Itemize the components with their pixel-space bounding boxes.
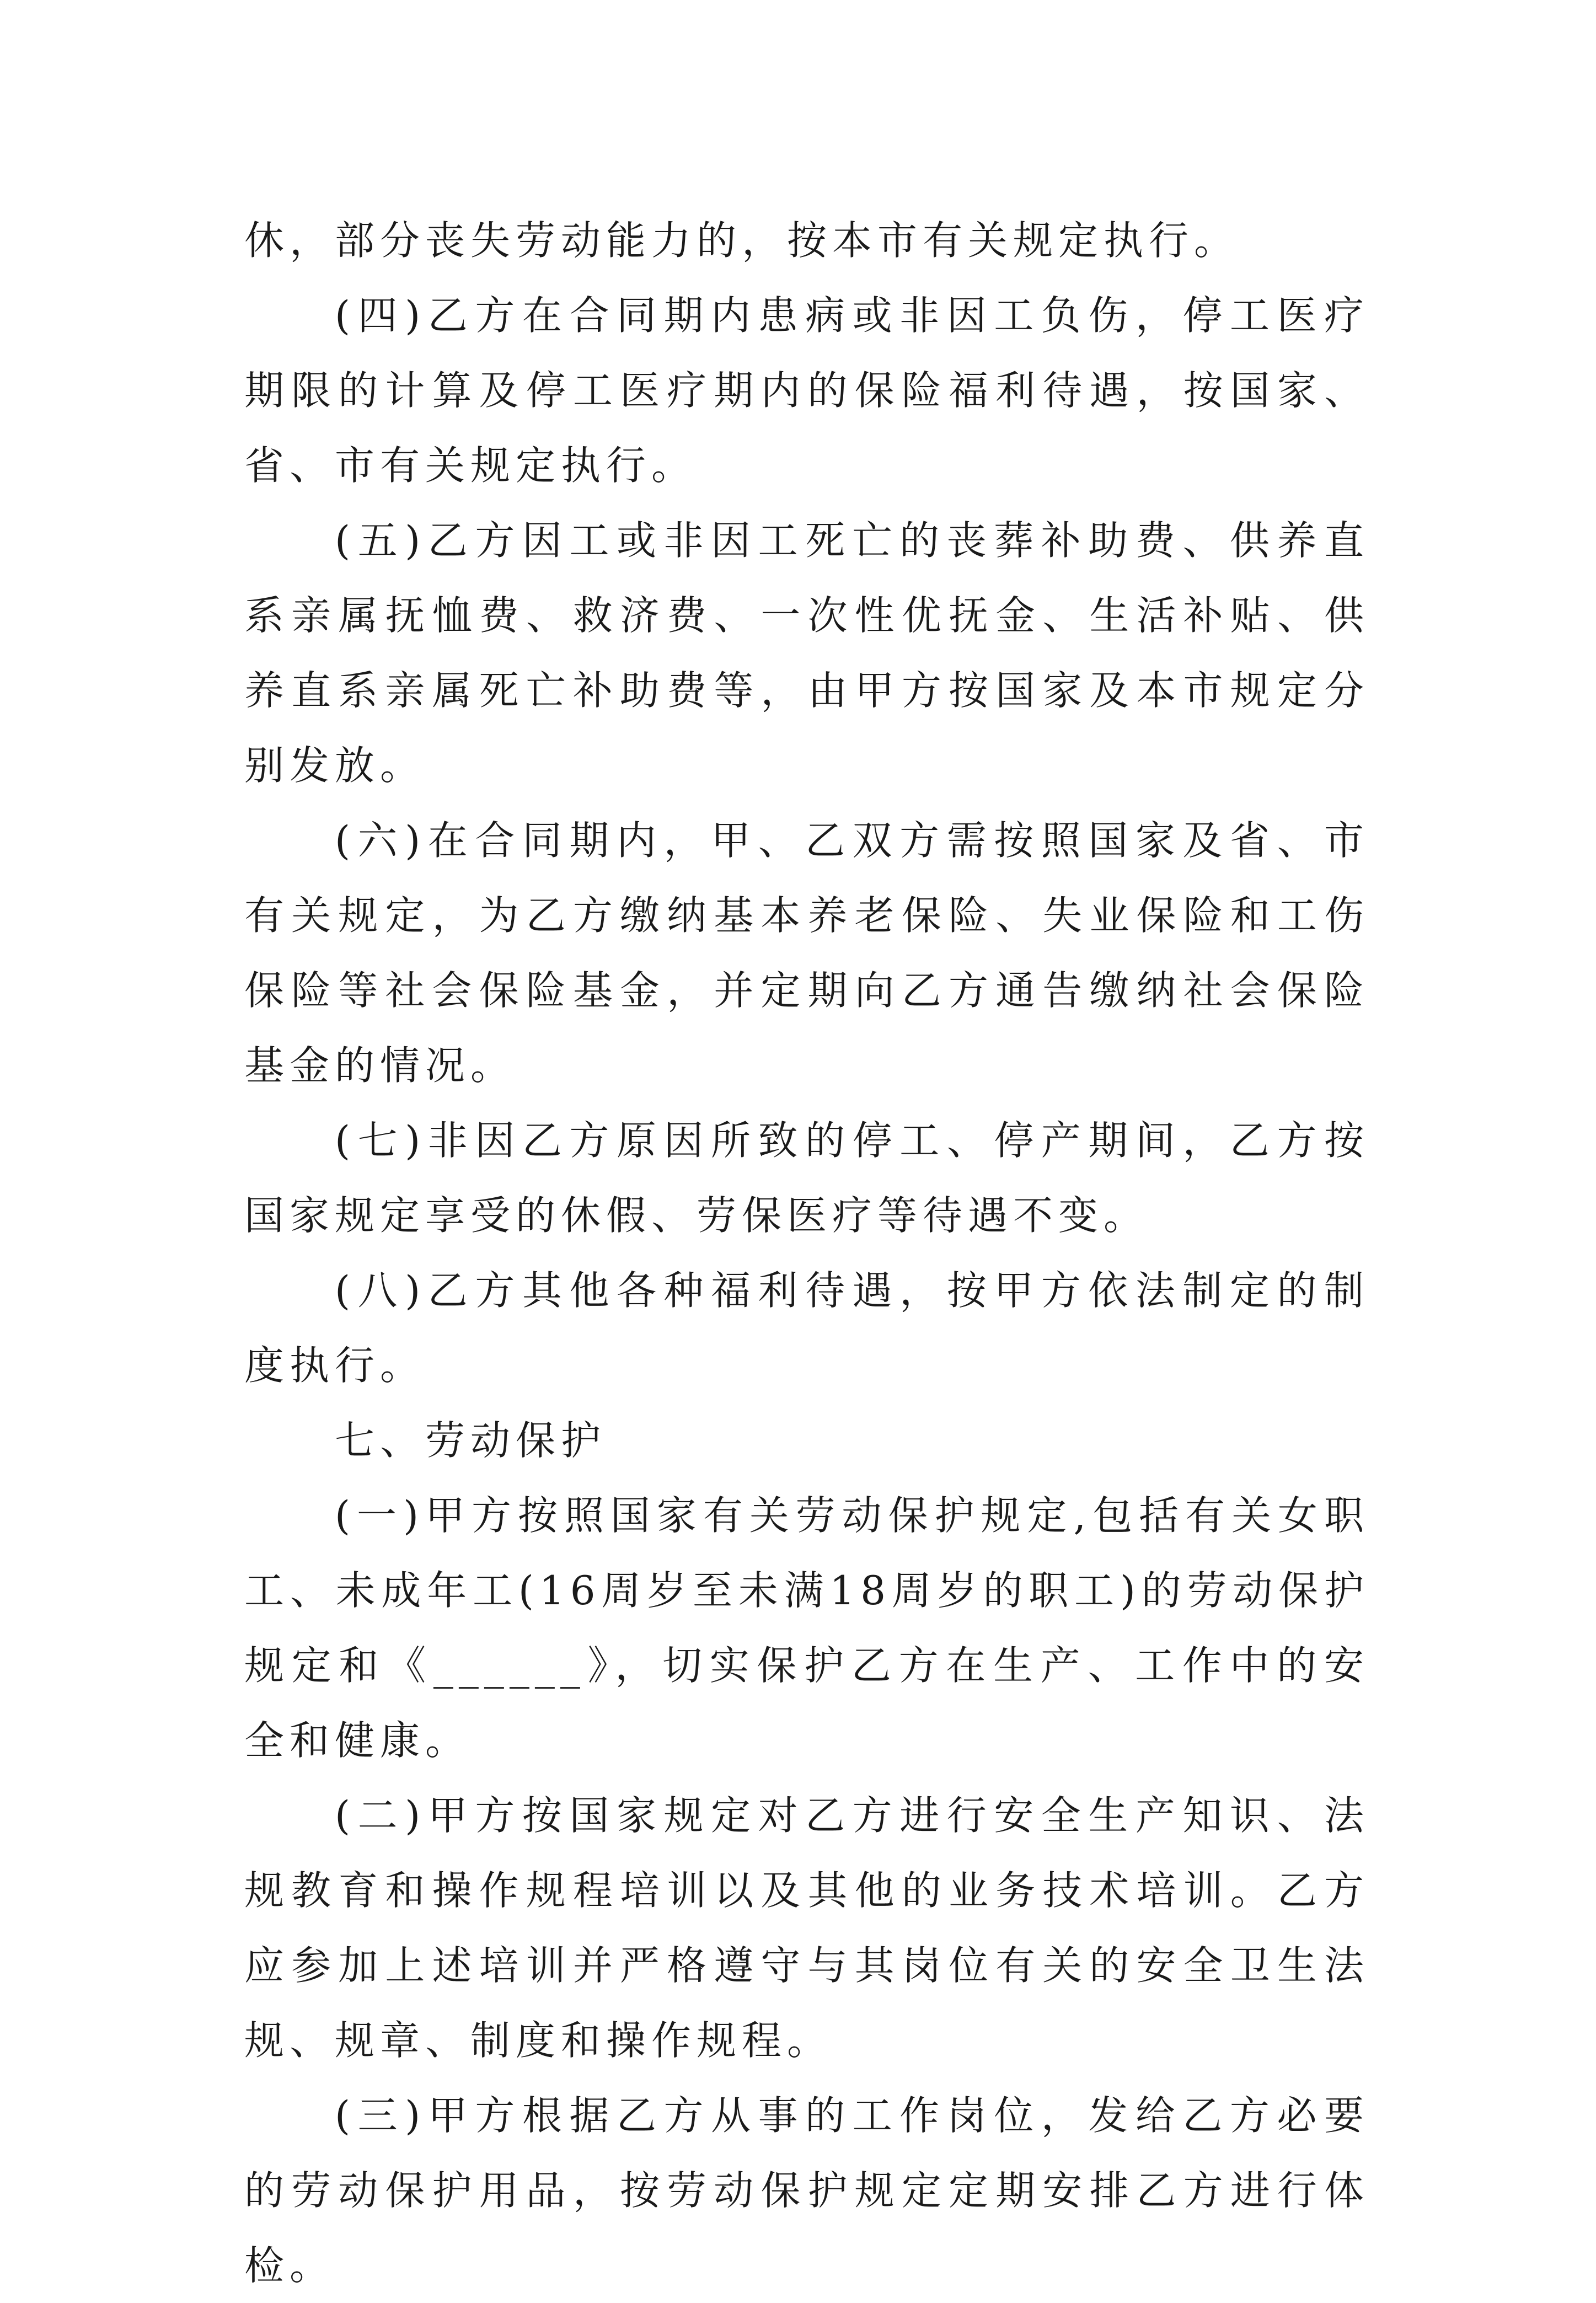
paragraph-item-8: (八)乙方其他各种福利待遇，按甲方依法制定的制度执行。 xyxy=(244,1267,1369,1389)
paragraph-protection-2: (二)甲方按国家规定对乙方进行安全生产知识、法规教育和操作规程培训以及其他的业务技术培训。乙方应参加上述培训并严格遵守与其岗位有关的安全卫生法规、规章、制度和操作规程。 xyxy=(244,1792,1369,2064)
document-body xyxy=(244,203,1369,2303)
section-heading-labor-protection: 七、劳动保护 xyxy=(335,1417,607,1464)
paragraph-item-7: (七)非因乙方原因所致的停工、停产期间，乙方按国家规定享受的休假、劳保医疗等待遇不变。 xyxy=(244,1117,1369,1239)
paragraph-item-5: (五)乙方因工或非因工死亡的丧葬补助费、供养直系亲属抚恤费、救济费、一次性优抚金、生活补贴、供养直系亲属死亡补助费等，由甲方按国家及本市规定分别发放。 xyxy=(244,517,1369,789)
paragraph-item-6: (六)在合同期内，甲、乙双方需按照国家及省、市有关规定，为乙方缴纳基本养老保险、失业保险和工伤保险等社会保险基金，并定期向乙方通告缴纳社会保险基金的情况。 xyxy=(244,817,1369,1089)
paragraph-protection-3: (三)甲方根据乙方从事的工作岗位，发给乙方必要的劳动保护用品，按劳动保护规定定期安排乙方进行体检。 xyxy=(244,2092,1369,2289)
paragraph-item-4: (四)乙方在合同期内患病或非因工负伤，停工医疗期限的计算及停工医疗期内的保险福利待遇，按国家、省、市有关规定执行。 xyxy=(244,292,1369,489)
paragraph-protection-1: (一)甲方按照国家有关劳动保护规定,包括有关女职工、未成年工(16周岁至未满18周岁的职工)的劳动保护规定和《______》，切实保护乙方在生产、工作中的安全和健康。 xyxy=(244,1492,1369,1764)
paragraph-continuation: 休，部分丧失劳动能力的，按本市有关规定执行。 xyxy=(244,217,1240,264)
